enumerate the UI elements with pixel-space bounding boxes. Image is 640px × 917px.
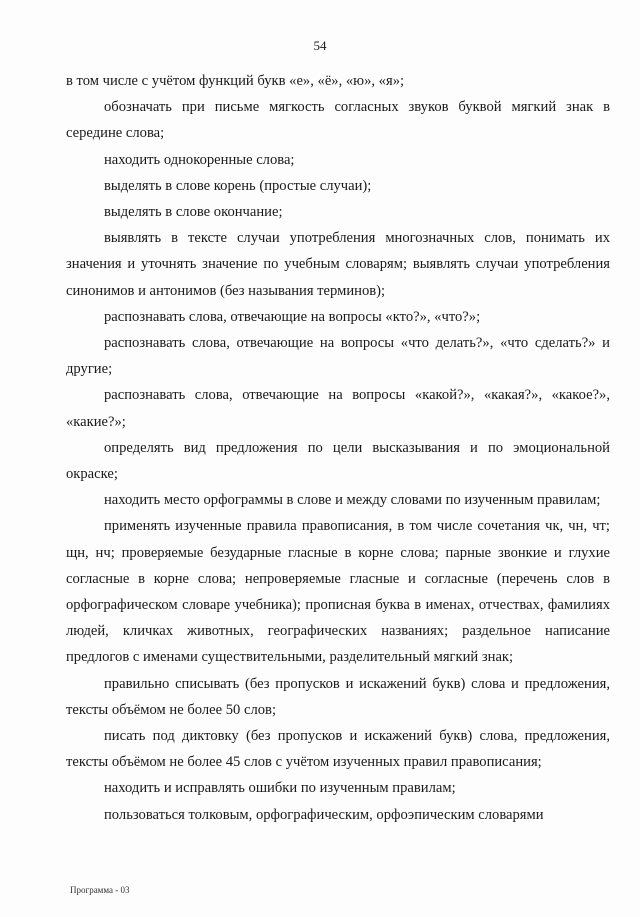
paragraph: распознавать слова, отвечающие на вопросы «кто?», «что?»; <box>104 308 481 325</box>
paragraph: выделять в слове корень (простые случаи); <box>104 177 372 194</box>
paragraph: распознавать слова, отвечающие на вопросы «что делать?», «что сделать?» и другие; <box>66 335 610 378</box>
paragraph: находить место орфограммы в слове и между словами по изученным правилам; <box>104 492 601 509</box>
body-text <box>66 68 610 828</box>
paragraph: правильно списывать (без пропусков и искажений букв) слова и предложения, тексты объёмом не более 50 слов; <box>66 675 610 718</box>
paragraph: находить однокоренные слова; <box>104 151 295 168</box>
paragraph: применять изученные правила правописания, в том числе сочетания чк, чн, чт; щн, нч; проверяемые безударные гласные в корне слова; парные звонкие и глухие согласные в корне слова; непроверяемые гласные и согласные (перечень слов в орфографическом словаре учебника); прописная буква в именах, отчествах, фамилиях людей, кличках животных, географических названиях; раздельное написание предлогов с именами существительными, разделительный мягкий знак; <box>66 518 610 666</box>
paragraph: выявлять в тексте случаи употребления многозначных слов, понимать их значения и уточнять значение по учебным словарям; выявлять случаи употребления синонимов и антонимов (без называния терминов); <box>66 230 610 299</box>
paragraph: обозначать при письме мягкость согласных звуков буквой мягкий знак в середине слова; <box>66 99 610 142</box>
paragraph: находить и исправлять ошибки по изученным правилам; <box>104 780 456 797</box>
footer-label: Программа - 03 <box>70 885 130 895</box>
paragraph: выделять в слове окончание; <box>104 204 283 221</box>
page-number: 54 <box>313 38 327 53</box>
paragraph: писать под диктовку (без пропусков и искажений букв) слова, предложения, тексты объёмом не более 45 слов с учётом изученных правил правописания; <box>66 728 610 771</box>
paragraph: пользоваться толковым, орфографическим, орфоэпическим словарями <box>104 806 544 823</box>
paragraph: определять вид предложения по цели высказывания и по эмоциональной окраске; <box>66 439 610 483</box>
paragraph: распознавать слова, отвечающие на вопросы «какой?», «какая?», «какое?», «какие?»; <box>66 387 610 430</box>
paragraph: в том числе с учётом функций букв «е», «ё», «ю», «я»; <box>66 73 405 89</box>
